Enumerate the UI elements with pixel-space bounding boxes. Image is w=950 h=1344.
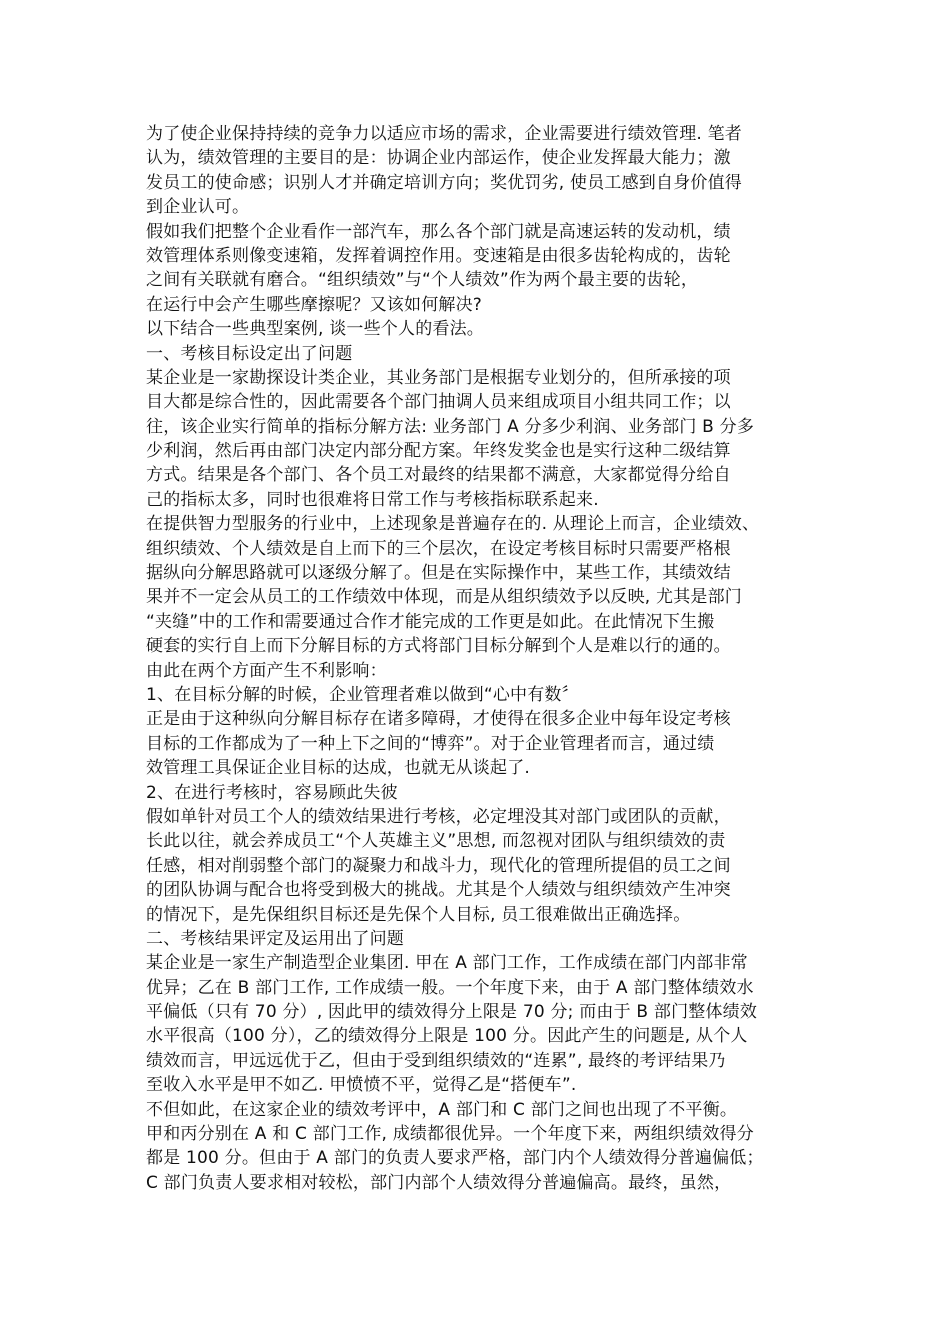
text-line: 假如我们把整个企业看作一部汽车，那么各个部门就是高速运转的发动机，绩	[146, 221, 731, 242]
text-line: 发员工的使命感；识别人才并确定培训方向；奖优罚劣, 使员工感到自身价值得	[146, 172, 743, 193]
text-line: 之间有关联就有磨合。“组织绩效”与“个人绩效”作为两个最主要的齿轮，	[146, 270, 699, 291]
text-line: 假如单针对员工个人的绩效结果进行考核，必定埋没其对部门或团队的贡献，	[146, 806, 731, 827]
subsection-heading: 2、在进行考核时，容易顾此失彼	[146, 782, 398, 803]
text-line: 绩效而言，甲远远优于乙，但由于受到组织绩效的“连累”, 最终的考评结果乃	[146, 1050, 726, 1071]
text-line: 少利润，然后再由部门决定内部分配方案。年终发奖金也是实行这种二级结算	[146, 441, 731, 462]
text-line: 优异；乙在 B 部门工作, 工作成绩一般。一个年度下来，由于 A 部门整体绩效水	[146, 977, 754, 998]
text-line: 都是 100 分。但由于 A 部门的负责人要求严格，部门内个人绩效得分普遍偏低；	[146, 1148, 764, 1169]
text-line: 果并不一定会从员工的工作绩效中体现，而是从组织绩效予以反映, 尤其是部门	[146, 587, 743, 608]
text-line: 为了使企业保持持续的竞争力以适应市场的需求，企业需要进行绩效管理. 笔者	[146, 124, 743, 144]
text-line: 平偏低（只有 70 分）, 因此甲的绩效得分上限是 70 分; 而由于 B 部门整体绩效	[146, 1002, 758, 1023]
text-line: “夹缝”中的工作和需要通过合作才能完成的工作更是如此。在此情况下生搬	[146, 611, 715, 632]
text-line: 在运行中会产生哪些摩擦呢？又该如何解决?	[146, 294, 483, 315]
text-line: 在提供智力型服务的行业中，上述现象是普遍存在的. 从理论上而言，企业绩效、	[146, 514, 760, 535]
text-line: 至收入水平是甲不如乙. 甲愤愤不平，觉得乙是“搭便车”.	[146, 1075, 577, 1096]
text-line: 某企业是一家勘探设计类企业，其业务部门是根据专业划分的，但所承接的项	[146, 367, 731, 388]
section-heading: 一、考核目标设定出了问题	[146, 343, 353, 364]
text-line: 己的指标太多，同时也很难将日常工作与考核指标联系起来.	[146, 489, 599, 510]
text-line: 组织绩效、个人绩效是自上而下的三个层次，在设定考核目标时只需要严格根	[146, 538, 731, 559]
text-line: 不但如此，在这家企业的绩效考评中，A 部门和 C 部门之间也出现了不平衡。	[146, 1099, 738, 1120]
text-line: 到企业认可。	[146, 197, 250, 218]
text-line: 硬套的实行自上而下分解目标的方式将部门目标分解到个人是难以行的通的。	[146, 636, 731, 657]
text-line: 正是由于这种纵向分解目标存在诸多障碍，才使得在很多企业中每年设定考核	[146, 709, 731, 730]
text-line: 效管理工具保证企业目标的达成，也就无从谈起了.	[146, 758, 531, 779]
text-line: 任感，相对削弱整个部门的凝聚力和战斗力，现代化的管理所提倡的员工之间	[146, 855, 731, 876]
document-body	[146, 122, 826, 1195]
text-line: 认为，绩效管理的主要目的是：协调企业内部运作，使企业发挥最大能力；激	[146, 148, 731, 169]
text-line: 目标的工作都成为了一种上下之间的“博弈”。对于企业管理者而言，通过绩	[146, 733, 715, 754]
text-line: 目大都是综合性的，因此需要各个部门抽调人员来组成项目小组共同工作；以	[146, 392, 731, 413]
text-line: 往，该企业实行简单的指标分解方法: 业务部门 A 分多少利润、业务部门 B 分多	[146, 416, 755, 437]
text-line: 方式。结果是各个部门、各个员工对最终的结果都不满意，大家都觉得分给自	[146, 465, 731, 486]
text-line: 长此以往，就会养成员工“个人英雄主义”思想, 而忽视对团队与组织绩效的责	[146, 831, 726, 852]
text-line: 的情况下，是先保组织目标还是先保个人目标, 员工很难做出正确选择。	[146, 904, 691, 925]
text-line: 甲和丙分别在 A 和 C 部门工作, 成绩都很优异。一个年度下来，两组织绩效得分	[146, 1124, 754, 1145]
text-line: C 部门负责人要求相对较松，部门内部个人绩效得分普遍偏高。最终，虽然，	[146, 1172, 732, 1193]
text-line: 水平很高（100 分），乙的绩效得分上限是 100 分。因此产生的问题是, 从个人	[146, 1026, 748, 1047]
section-heading: 二、考核结果评定及运用出了问题	[146, 928, 404, 949]
text-line: 的团队协调与配合也将受到极大的挑战。尤其是个人绩效与组织绩效产生冲突	[146, 880, 731, 901]
subsection-heading: 1、在目标分解的时候，企业管理者难以做到“心中有数〞	[146, 684, 579, 705]
text-line: 以下结合一些典型案例, 谈一些个人的看法。	[146, 319, 485, 340]
text-line: 据纵向分解思路就可以逐级分解了。但是在实际操作中，某些工作，其绩效结	[146, 563, 731, 584]
text-line: 由此在两个方面产生不利影响：	[146, 660, 387, 681]
text-line: 效管理体系则像变速箱，发挥着调控作用。变速箱是由很多齿轮构成的，齿轮	[146, 245, 731, 266]
text-line: 某企业是一家生产制造型企业集团. 甲在 A 部门工作，工作成绩在部门内部非常	[146, 953, 748, 974]
